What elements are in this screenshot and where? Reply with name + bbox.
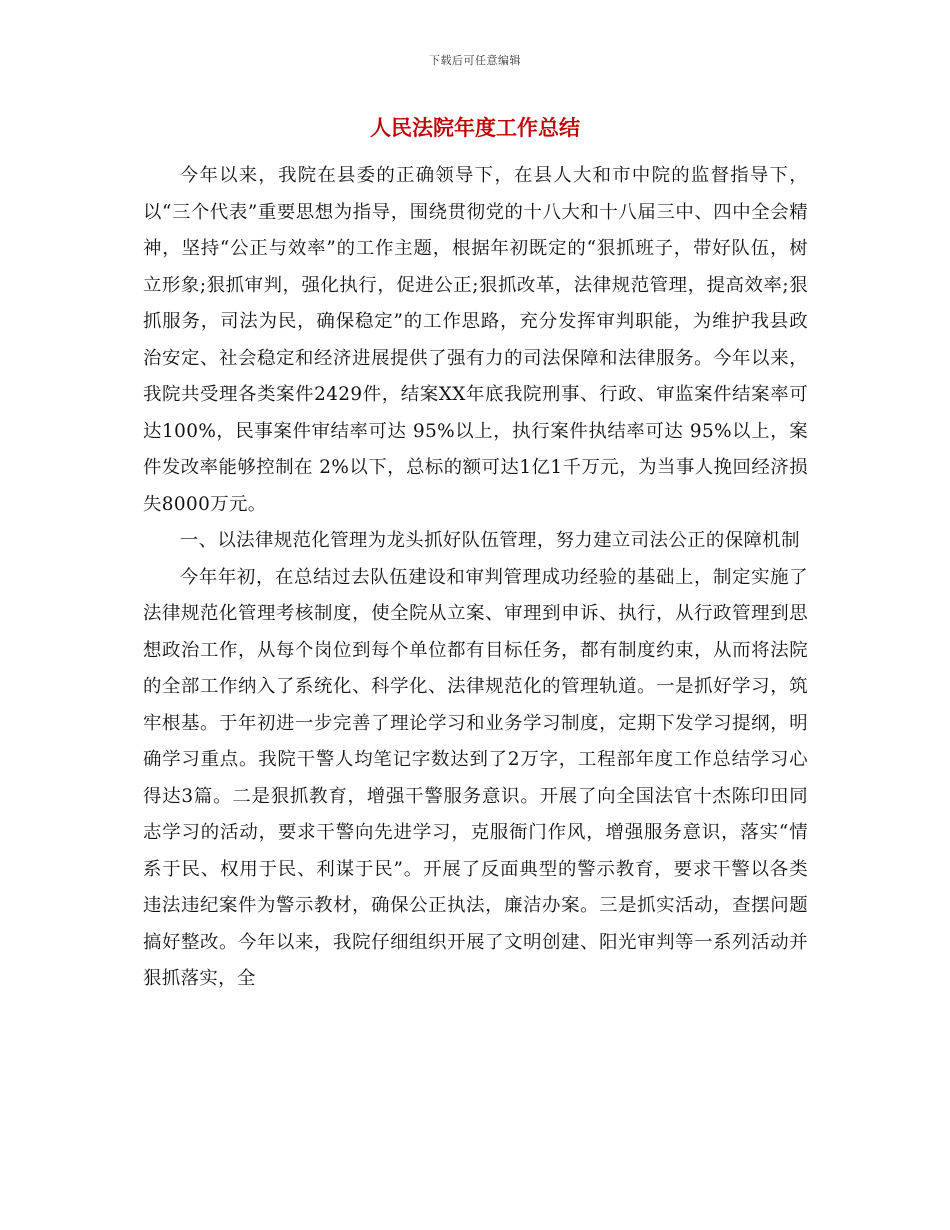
section-heading-1: 一、以法律规范化管理为龙头抓好队伍管理，努力建立司法公正的保障机制 bbox=[179, 530, 800, 551]
paragraph-intro: 今年以来，我院在县委的正确领导下，在县人大和市中院的监督指导下，以“三个代表”重要思想为指导，围绕贯彻党的十八大和十八届三中、四中全会精神，坚持“公正与效率”的工作主题，根据年初既定的“狠抓班子，带好队伍，树立形象;狠抓审判，强化执行，促进公正;狠抓改革，法律规范管理，提高效率;狠抓服务，司法为民，确保稳定”的工作思路，充分发挥审判职能，为维护我县政治安定、社会稳定和经济进展提供了强有力的司法保障和法律服务。今年以来，我院共受理各类案件2429件，结案XX年底我院刑事、行政、审监案件结案率可达100%，民事案件审结率可达 95%以上，执行案件执结率可达 95%以上，案件发改率能够控制在 2%以下，总标的额可达1亿1千万元，为当事人挽回经济损失8000万元。 bbox=[143, 165, 808, 515]
document-title: 人民法院年度工作总结 bbox=[370, 115, 580, 140]
document-body bbox=[143, 158, 808, 998]
header-note: 下载后可任意编辑 bbox=[429, 54, 521, 67]
paragraph-section-1: 今年年初，在总结过去队伍建设和审判管理成功经验的基础上，制定实施了法律规范化管理考核制度，使全院从立案、审理到申诉、执行，从行政管理到思想政治工作，从每个岗位到每个单位都有目标任务，都有制度约束，从而将法院的全部工作纳入了系统化、科学化、法律规范化的管理轨道。一是抓好学习，筑牢根基。于年初进一步完善了理论学习和业务学习制度，定期下发学习提纲，明确学习重点。我院干警人均笔记字数达到了2万字，工程部年度工作总结学习心得达3篇。二是狠抓教育，增强干警服务意识。开展了向全国法官十杰陈印田同志学习的活动，要求干警向先进学习，克服衙门作风，增强服务意识，落实“情系于民、权用于民、利谋于民”。开展了反面典型的警示教育，要求干警以各类违法违纪案件为警示教材，确保公正执法，廉洁办案。三是抓实活动，查摆问题搞好整改。今年以来，我院仔细组织开展了文明创建、阳光审判等一系列活动并狠抓落实，全 bbox=[143, 566, 808, 989]
